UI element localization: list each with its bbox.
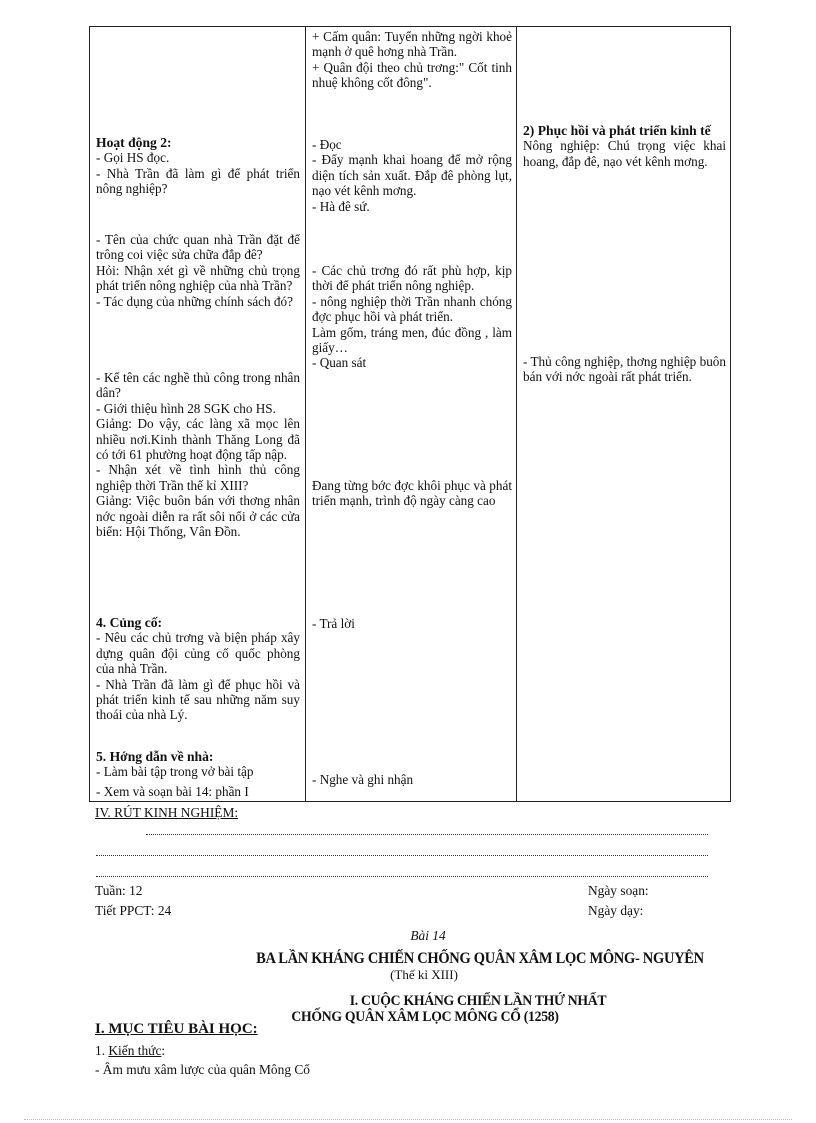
lesson-table <box>89 26 731 802</box>
text-line: - Nhà Trần đã làm gì để phục hồi và phát triển kinh tế sau những năm suy thoái của nhà Lý. <box>96 676 300 723</box>
text-line: - Các chủ trơng đó rất phù hợp, kịp thời để phát triển nông nghiệp. <box>312 263 512 294</box>
text-line: - Giới thiệu hình 28 SGK cho HS. <box>96 400 276 416</box>
week-label: Tuần: 12 <box>95 883 143 898</box>
note-line <box>96 855 708 856</box>
text-line: - Kể tên các nghề thủ công trong nhân dân? <box>96 370 300 401</box>
craft-block <box>523 354 726 385</box>
text-line: - Nhận xét về tình hình thủ công nghiệp thời Trần thế kỉ XIII? <box>96 462 300 493</box>
text-line: + Cấm quân: Tuyển những ngời khoẻ mạnh ở quê hơng nhà Trần. <box>312 29 512 60</box>
note-line <box>96 876 708 877</box>
text-line: - nông nghiệp thời Trần nhanh chóng đợc phục hồi và phát triển. <box>312 293 512 325</box>
prepared-date-label: Ngày soạn: <box>588 883 649 898</box>
text-line: - Tên của chức quan nhà Trần đặt để trông coi việc sửa chữa đắp đê? <box>96 232 300 263</box>
text-line: + Quân đội theo chủ trơng:" Cốt tinh nhuệ không cốt đông". <box>312 59 512 91</box>
lesson-number: Bài 14 <box>410 928 446 943</box>
text-line: Đang từng bớc đợc khôi phục và phát triển mạnh, trình độ ngày càng cao <box>312 478 512 509</box>
development-block <box>312 478 512 509</box>
section-title-line2: CHỐNG QUÂN XÂM LỌC MÔNG CỔ (1258) <box>291 1009 559 1025</box>
activity-2-block <box>96 135 300 197</box>
knowledge-heading <box>95 1043 165 1059</box>
homework-title: 5. Hớng dẫn về nhà: <box>96 749 214 764</box>
question-block <box>96 232 300 309</box>
text-line: Giảng: Việc buôn bán với thơng nhân nớc ngoài diễn ra rất sôi nổi ở các cửa biển: Hội Thống, Vân Đồn. <box>96 493 300 540</box>
student-activity-column <box>306 27 517 801</box>
army-block <box>312 29 512 91</box>
teaching-date-label: Ngày dạy: <box>588 903 644 918</box>
teacher-activity-column <box>90 27 306 801</box>
homework-block <box>96 749 300 799</box>
experience-heading: IV. RÚT KINH NGHIỆM: <box>95 805 239 820</box>
economy-heading: 2) Phục hồi và phát triển kinh tế <box>523 123 711 138</box>
text-line: - Gọi HS đọc. <box>96 150 170 166</box>
knowledge-label: Kiến thức <box>108 1043 162 1058</box>
text-line: - Trả lời <box>312 616 355 631</box>
text-line: - Hà đê sứ. <box>312 198 370 214</box>
objectives-heading: I. MỤC TIÊU BÀI HỌC: <box>95 1021 258 1037</box>
text-line: Giảng: Do vậy, các làng xã mọc lên nhiều nơi.Kinh thành Thăng Long đã có tới 61 phường hoạt động tấp nập. <box>96 416 300 463</box>
text-line: - Đẩy mạnh khai hoang để mở rộng diện tích sản xuất. Đắp đê phòng lụt, nạo vét kênh mơng. <box>312 152 512 199</box>
economy-heading-block <box>523 123 726 169</box>
text-line: - Nêu các chủ trơng và biện pháp xây dựng quân đội củng cố quốc phòng của nhà Trần. <box>96 630 300 677</box>
content-column <box>517 27 730 801</box>
craft-question-block <box>96 370 300 539</box>
knowledge-colon: : <box>161 1043 166 1058</box>
answer-reply <box>312 616 512 631</box>
text-line: - Nhà Trần đã làm gì để phát triển nông nghiệp? <box>96 165 300 197</box>
section-title-line1: I. CUỘC KHÁNG CHIẾN LẦN THỨ NHẤT <box>349 993 607 1009</box>
text-line: Làm gốm, tráng men, đúc đồng , làm giấy… <box>312 324 512 356</box>
text-line: - Xem và soạn bài 14: phần I <box>96 783 249 799</box>
lesson-title: BA LẦN KHÁNG CHIẾN CHỐNG QUÂN XÂM LỌC MÔNG- NGUYÊN <box>256 950 704 967</box>
knowledge-number: 1. <box>95 1043 109 1058</box>
note-line <box>146 834 708 835</box>
cungco-block <box>96 615 300 723</box>
activity-2-title: Hoạt động 2: <box>96 135 172 150</box>
text-line: - Đọc <box>312 137 342 152</box>
page-bottom-rule <box>24 1119 792 1120</box>
text-line: - Làm bài tập trong vở bài tập <box>96 764 254 780</box>
text-line: - Tác dụng của những chính sách đó? <box>96 293 293 309</box>
text-line: Hỏi: Nhận xét gì về những chủ trọng phát triển nông nghiệp của nhà Trần? <box>96 262 300 294</box>
text-line: - Nghe và ghi nhận <box>312 772 414 787</box>
lesson-subtitle: (Thế kỉ XIII) <box>390 967 458 982</box>
listen-note <box>312 772 512 787</box>
text-line: - Quan sát <box>312 355 367 371</box>
period-label: Tiết PPCT: 24 <box>95 903 172 918</box>
answer-block <box>312 263 512 371</box>
knowledge-point: - Âm mưu xâm lược của quân Mông Cổ <box>95 1062 310 1077</box>
reading-block <box>312 137 512 214</box>
text-line: Nông nghiệp: Chú trọng việc khai hoang, đắp đê, nạo vét kênh mơng. <box>523 138 726 169</box>
text-line: - Thủ công nghiệp, thơng nghiệp buôn bán với nớc ngoài rất phát triển. <box>523 354 726 385</box>
cungco-title: 4. Củng cố: <box>96 615 163 630</box>
